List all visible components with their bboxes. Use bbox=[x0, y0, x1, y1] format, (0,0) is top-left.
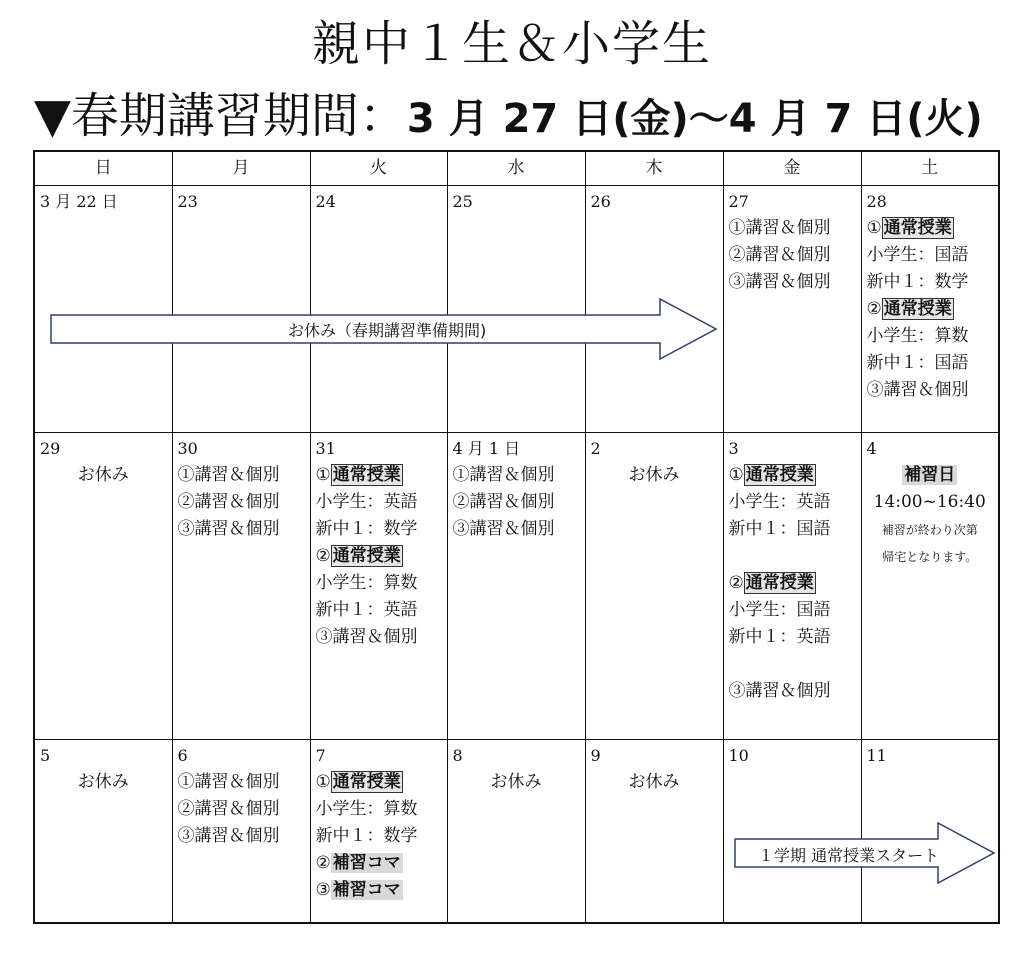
schedule-line bbox=[316, 516, 442, 543]
day-number: 26 bbox=[590, 192, 611, 211]
period-number: ② bbox=[866, 299, 882, 319]
weekday-header: 月 bbox=[172, 151, 310, 186]
day-number: 9 bbox=[590, 746, 601, 765]
period-heading bbox=[34, 84, 1014, 148]
schedule-text: 新中１：数学 bbox=[315, 826, 418, 846]
weekday-header: 水 bbox=[447, 151, 585, 186]
period-number: ① bbox=[315, 465, 331, 485]
day-cell bbox=[34, 433, 172, 740]
schedule-line bbox=[178, 796, 305, 823]
schedule-text: 小学生：算数 bbox=[866, 326, 969, 346]
schedule-line bbox=[729, 651, 856, 678]
schedule-text: ③講習＆個別 bbox=[315, 627, 418, 647]
spring-break-label: お休み（春期講習準備期間) bbox=[288, 321, 487, 340]
schedule-line bbox=[316, 543, 442, 570]
weekday-header: 土 bbox=[861, 151, 999, 186]
schedule-text: お休み bbox=[77, 772, 129, 792]
schedule-line bbox=[178, 462, 305, 489]
schedule-text: 小学生：算数 bbox=[315, 799, 418, 819]
day-cell bbox=[585, 433, 723, 740]
highlighted-text: 補習日 bbox=[904, 465, 956, 485]
schedule-line bbox=[316, 823, 442, 850]
week-row bbox=[34, 433, 999, 740]
day-cell bbox=[172, 740, 310, 924]
weekday-header-row bbox=[34, 151, 999, 186]
day-number: 29 bbox=[40, 439, 61, 458]
period-number: ① bbox=[315, 772, 331, 792]
day-cell bbox=[310, 433, 447, 740]
schedule-line bbox=[591, 462, 718, 489]
schedule-text: ②講習＆個別 bbox=[728, 245, 831, 265]
schedule-text: ②講習＆個別 bbox=[177, 492, 280, 512]
weekday-header: 金 bbox=[723, 151, 861, 186]
highlighted-text: 帰宅となります。 bbox=[882, 550, 978, 564]
schedule-line bbox=[867, 350, 994, 377]
schedule-text: ③講習＆個別 bbox=[452, 519, 555, 539]
day-cell bbox=[861, 186, 999, 433]
highlighted-text: 補習が終わり次第 bbox=[881, 523, 978, 537]
weekday-header: 火 bbox=[310, 151, 447, 186]
schedule-line bbox=[867, 377, 994, 404]
schedule-text: 新中１：数学 bbox=[866, 272, 969, 292]
schedule-text: お休み bbox=[628, 465, 680, 485]
day-cell bbox=[723, 433, 861, 740]
schedule-line bbox=[729, 543, 856, 570]
schedule-line bbox=[316, 570, 442, 597]
highlighted-text: 通常授業 bbox=[883, 218, 952, 238]
day-number: 27 bbox=[728, 192, 749, 211]
day-number: 7 bbox=[315, 746, 326, 765]
schedule-line bbox=[178, 516, 305, 543]
weekday-header: 日 bbox=[34, 151, 172, 186]
day-cell bbox=[861, 433, 999, 740]
schedule-line bbox=[316, 597, 442, 624]
schedule-line bbox=[729, 516, 856, 543]
schedule-text: 小学生：英語 bbox=[728, 492, 831, 512]
schedule-line bbox=[453, 516, 580, 543]
schedule-text: ③講習＆個別 bbox=[866, 380, 969, 400]
schedule-text: 小学生：国語 bbox=[728, 600, 831, 620]
day-number: 3 bbox=[728, 439, 739, 458]
schedule-text: ①講習＆個別 bbox=[177, 772, 280, 792]
day-number: 4 bbox=[866, 439, 877, 458]
highlighted-text: 通常授業 bbox=[332, 465, 401, 485]
schedule-text: お休み bbox=[628, 772, 680, 792]
schedule-text: 新中１：国語 bbox=[866, 353, 969, 373]
schedule-line bbox=[316, 489, 442, 516]
schedule-line bbox=[729, 624, 856, 651]
schedule-text: 新中１：数学 bbox=[315, 519, 418, 539]
schedule-text: ①講習＆個別 bbox=[177, 465, 280, 485]
schedule-line bbox=[316, 624, 442, 651]
calendar-table bbox=[33, 150, 1000, 924]
schedule-line bbox=[729, 570, 856, 597]
period-label: ▼春期講習期間： bbox=[34, 88, 407, 144]
schedule-text: お休み bbox=[490, 772, 542, 792]
schedule-line bbox=[729, 597, 856, 624]
day-cell bbox=[34, 740, 172, 924]
schedule-line bbox=[316, 796, 442, 823]
weekday-header: 木 bbox=[585, 151, 723, 186]
schedule-line bbox=[867, 242, 994, 269]
day-cell bbox=[447, 740, 585, 924]
schedule-text: ②講習＆個別 bbox=[177, 799, 280, 819]
highlighted-text: 補習コマ bbox=[332, 880, 401, 900]
schedule-text: 小学生：算数 bbox=[315, 573, 418, 593]
schedule-line bbox=[316, 462, 442, 489]
schedule-line bbox=[729, 242, 856, 269]
schedule-line bbox=[867, 269, 994, 296]
day-cell bbox=[723, 186, 861, 433]
schedule-text: ③講習＆個別 bbox=[177, 826, 280, 846]
day-number: 2 bbox=[590, 439, 601, 458]
period-dates: 3 月 27 日(金)〜4 月 7 日(火) bbox=[406, 96, 983, 142]
schedule-text: 新中１：国語 bbox=[728, 519, 831, 539]
period-number: ② bbox=[728, 573, 744, 593]
day-number: 4 月 1 日 bbox=[452, 439, 521, 458]
schedule-line bbox=[867, 215, 994, 242]
day-number: 30 bbox=[177, 439, 198, 458]
period-number: ① bbox=[728, 465, 744, 485]
day-number: 28 bbox=[866, 192, 887, 211]
highlighted-text: 通常授業 bbox=[745, 573, 814, 593]
schedule-text: 小学生：英語 bbox=[315, 492, 418, 512]
schedule-line bbox=[729, 678, 856, 705]
period-number: ① bbox=[866, 218, 882, 238]
day-number: 11 bbox=[866, 746, 887, 765]
schedule-text: お休み bbox=[77, 465, 129, 485]
schedule-line bbox=[453, 462, 580, 489]
schedule-line bbox=[453, 489, 580, 516]
schedule-line bbox=[453, 769, 580, 796]
day-number: 3 月 22 日 bbox=[40, 192, 118, 211]
highlighted-text: 通常授業 bbox=[332, 546, 401, 566]
period-number: ② bbox=[315, 853, 331, 873]
schedule-line bbox=[178, 823, 305, 850]
day-number: 5 bbox=[40, 746, 51, 765]
schedule-line bbox=[867, 296, 994, 323]
day-number: 24 bbox=[315, 192, 336, 211]
schedule-text: 14:00~16:40 bbox=[873, 492, 986, 512]
day-number: 10 bbox=[728, 746, 749, 765]
highlighted-text: 補習コマ bbox=[332, 853, 401, 873]
day-number: 25 bbox=[452, 192, 473, 211]
day-number: 6 bbox=[177, 746, 188, 765]
schedule-line bbox=[729, 215, 856, 242]
schedule-line bbox=[729, 462, 856, 489]
schedule-text: 小学生：国語 bbox=[866, 245, 969, 265]
schedule-line bbox=[729, 489, 856, 516]
schedule-line bbox=[316, 769, 442, 796]
page-title: 親中１生＆小学生 bbox=[311, 16, 712, 72]
day-cell bbox=[172, 433, 310, 740]
schedule-line bbox=[867, 543, 994, 570]
schedule-text: ③講習＆個別 bbox=[728, 272, 831, 292]
day-number: 23 bbox=[177, 192, 198, 211]
day-cell bbox=[585, 740, 723, 924]
schedule-text: ③講習＆個別 bbox=[728, 681, 831, 701]
schedule-line bbox=[316, 850, 442, 877]
highlighted-text: 通常授業 bbox=[332, 772, 401, 792]
schedule-line bbox=[316, 877, 442, 904]
schedule-line bbox=[867, 462, 994, 489]
schedule-line bbox=[178, 769, 305, 796]
day-number: 31 bbox=[315, 439, 336, 458]
day-cell bbox=[310, 740, 447, 924]
schedule-line bbox=[40, 462, 167, 489]
schedule-line bbox=[867, 323, 994, 350]
schedule-text: ③講習＆個別 bbox=[177, 519, 280, 539]
highlighted-text: 通常授業 bbox=[883, 299, 952, 319]
period-number: ③ bbox=[315, 880, 331, 900]
schedule-line bbox=[867, 489, 994, 516]
schedule-text: ①講習＆個別 bbox=[728, 218, 831, 238]
schedule-text: 新中１：英語 bbox=[315, 600, 418, 620]
schedule-line bbox=[40, 769, 167, 796]
schedule-line bbox=[178, 489, 305, 516]
day-cell bbox=[447, 433, 585, 740]
schedule-line bbox=[867, 516, 994, 543]
schedule-line bbox=[591, 769, 718, 796]
calendar-body bbox=[34, 186, 999, 924]
day-number: 8 bbox=[452, 746, 463, 765]
highlighted-text: 通常授業 bbox=[745, 465, 814, 485]
schedule-text: 新中１：英語 bbox=[728, 627, 831, 647]
schedule-text: ①講習＆個別 bbox=[452, 465, 555, 485]
schedule-line bbox=[729, 269, 856, 296]
period-number: ② bbox=[315, 546, 331, 566]
schedule-text: ②講習＆個別 bbox=[452, 492, 555, 512]
term-start-label: １学期 通常授業スタート bbox=[758, 846, 940, 865]
